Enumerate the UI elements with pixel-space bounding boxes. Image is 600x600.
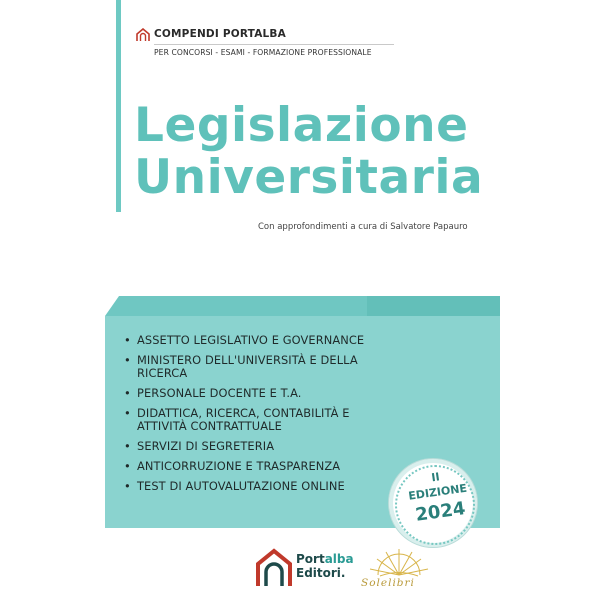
bullet-icon: • (124, 479, 131, 493)
bullet-icon: • (124, 459, 131, 473)
panel-top-band-accent (367, 296, 500, 316)
bullet-icon: • (124, 406, 131, 420)
series-divider (154, 44, 394, 45)
edition-seal-icon (388, 458, 478, 548)
topic-text: MINISTERO DELL'UNIVERSITÀ E DELLA RICERCA (137, 353, 358, 380)
topic-text: PERSONALE DOCENTE E T.A. (137, 386, 302, 400)
edition-year: 2024 (414, 498, 467, 526)
topic-item (123, 440, 397, 453)
panel-notch (105, 296, 119, 316)
topic-item (123, 407, 397, 433)
imprint-name: Solelibri (361, 577, 415, 589)
topic-item (123, 460, 397, 473)
topic-text: ANTICORRUZIONE E TRASPARENZA (137, 459, 341, 473)
book-title (134, 100, 483, 204)
topic-text: TEST DI AUTOVALUTAZIONE ONLINE (137, 479, 345, 493)
topic-text: DIDATTICA, RICERCA, CONTABILITÀ E ATTIVITÀ CONTRATTUALE (137, 406, 350, 433)
bullet-icon: • (124, 333, 131, 347)
bullet-icon: • (124, 439, 131, 453)
topics-list (123, 334, 397, 500)
publisher-line-2: Editori. (296, 566, 346, 580)
portalba-publisher-logo-icon (255, 548, 293, 588)
series-subtitle: PER CONCORSI - ESAMI - FORMAZIONE PROFESSIONALE (154, 48, 372, 57)
edition-number: II (430, 470, 441, 485)
edition-label: EDIZIONE (407, 481, 468, 503)
topic-item (123, 387, 397, 400)
topic-text: SERVIZI DI SEGRETERIA (137, 439, 275, 453)
publisher-name-part-1: Port (296, 552, 325, 566)
bullet-icon: • (124, 353, 131, 367)
portalba-house-logo-icon (136, 28, 150, 42)
publisher-name-part-2: alba (324, 552, 354, 566)
accent-vertical-line (116, 0, 121, 212)
series-name: COMPENDI PORTALBA (154, 28, 286, 40)
topic-text: ASSETTO LEGISLATIVO E GOVERNANCE (137, 333, 365, 347)
topic-item (123, 354, 397, 380)
title-line-1: Legislazione (134, 98, 469, 153)
topic-item (123, 480, 397, 493)
title-line-2: Universitaria (134, 150, 484, 205)
curator-credit: Con approfondimenti a cura di Salvatore Papauro (258, 222, 468, 232)
bullet-icon: • (124, 386, 131, 400)
topic-item (123, 334, 397, 347)
publisher-name (296, 552, 354, 580)
publisher-line-1 (296, 552, 354, 566)
